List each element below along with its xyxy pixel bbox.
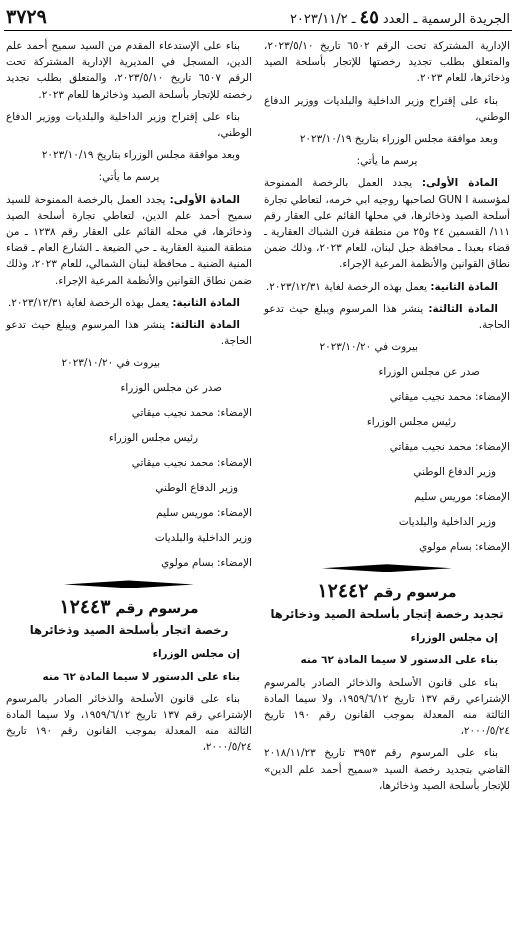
- signature-3: الإمضاء: موريس سليم: [156, 507, 252, 520]
- signature-1: الإمضاء: محمد نجيب ميقاتي: [131, 407, 252, 420]
- signature-3: الإمضاء: موريس سليم: [414, 491, 510, 504]
- issued-by: صدر عن مجلس الوزراء: [378, 366, 480, 379]
- interior-minister-title: وزير الداخلية والبلديات: [154, 532, 252, 545]
- preamble-approval: وبعد موافقة مجلس الوزراء بتاريخ ٢٠٢٣/١٠/١٩: [41, 149, 240, 162]
- signature-1: الإمضاء: محمد نجيب ميقاتي: [389, 391, 510, 404]
- section-divider: [6, 580, 252, 588]
- place-date: بيروت في ٢٠٢٣/١٠/٢٠: [319, 341, 418, 354]
- signature-4: الإمضاء: بسام مولوي: [161, 557, 252, 570]
- gazette-title: [290, 8, 510, 30]
- decree-label: مرسوم رقم: [115, 601, 199, 618]
- constitution-line: بناء على الدستور لا سيما المادة ٦٢ منه: [42, 670, 240, 683]
- pm-title: رئيس مجلس الوزراء: [108, 432, 198, 445]
- decree-number: ١٢٤٤٣: [59, 596, 111, 619]
- preamble-proposal: بناء على إقتراح وزير الداخلية والبلديات ووزير الدفاع الوطني،: [6, 110, 252, 140]
- issue-date: ـ ٢٠٢٣/١١/٢: [289, 12, 356, 27]
- article-3: [6, 317, 252, 349]
- article-2-label: المادة الثانية:: [172, 296, 240, 309]
- signature-4: الإمضاء: بسام مولوي: [419, 541, 510, 554]
- preamble-approval: وبعد موافقة مجلس الوزراء بتاريخ ٢٠٢٣/١٠/١٩: [299, 133, 498, 146]
- article-3-label: المادة الثالثة:: [428, 302, 498, 315]
- page-header: [4, 6, 512, 30]
- article-1: [264, 175, 510, 272]
- pm-title: رئيس مجلس الوزراء: [366, 416, 456, 429]
- preamble-request: بناء على الإستدعاء المقدم من السيد سميح أحمد علم الدين، المسجل في المديرية الإدارية المشتركة تحت الرقم ٦٥٠٧ تاريخ ٢٠٢٣/٥/١٠، والمتعلق بطلب تجديد رخصته للإتجار بأسلحة الصيد وذخائرها للعام ٢٠٢٣.: [6, 40, 252, 101]
- article-2-label: المادة الثانية:: [430, 280, 498, 293]
- article-2-text: يعمل بهذه الرخصة لغاية ٢٠٢٣/١٢/٣١.: [7, 296, 173, 309]
- header-rule: [4, 30, 512, 31]
- decree-title: [6, 596, 252, 620]
- article-3: [264, 301, 510, 333]
- decree-label: مرسوم رقم: [373, 585, 457, 602]
- article-3-text: ينشر هذا المرسوم ويبلغ حيث تدعو الحاجة.: [6, 319, 252, 348]
- preamble-request: الإدارية المشتركة تحت الرقم ٦٥٠٢ تاريخ ٢٠٢٣/٥/١٠، والمتعلق بطلب تجديد رخصتها للإتجار بأسلحة الصيد وذخائرها، للعام ٢٠٢٣.: [264, 40, 510, 85]
- preamble-proposal: بناء على إقتراح وزير الداخلية والبلديات ووزير الدفاع الوطني،: [264, 94, 510, 123]
- decree-subtitle: رخصة اتجار بأسلحة الصيد وذخائرها: [29, 623, 229, 638]
- article-1-label: المادة الأولى:: [169, 193, 240, 206]
- page-number: ٣٧٢٩: [6, 6, 47, 28]
- article-1-text: يجدد العمل بالرخصة الممنوحة للسيد سميح أحمد علم الدين، لتعاطي تجارة أسلحة الصيد وذخائرها، في محله القائم على العقار رقم ١٢٣٨ ـ من منطقة المنية العقارية ـ حي الضيعة ـ الشارع العام ـ قضاء المنية الضنية ـ محافظة لبنان الشمالي، للعام ٢٠٢٣، وذلك ضمن نطاق القوانين والأنظمة المرعية الإجراء.: [6, 193, 252, 287]
- right-column: [264, 38, 510, 800]
- section-divider: [264, 564, 510, 572]
- article-3-text: ينشر هذا المرسوم ويبلغ حيث تدعو الحاجة.: [264, 302, 510, 332]
- defense-minister-title: وزير الدفاع الوطني: [413, 466, 496, 479]
- decree-title: [264, 580, 510, 604]
- article-2: [6, 295, 252, 311]
- decree-line: يرسم ما يأتي:: [98, 171, 160, 184]
- council-line: إن مجلس الوزراء: [152, 648, 240, 661]
- issue-number: ٤٥: [359, 7, 379, 28]
- law-reference: بناء على قانون الأسلحة والذخائر الصادر بالمرسوم الإشتراعي رقم ١٣٧ تاريخ ١٩٥٩/٦/١٢، ولا سيما المادة الثالثة منه المعدلة بموجب القانون رقم ١٩٠ تاريخ ٢٠٠٠/٥/٢٤،: [6, 692, 252, 754]
- place-date: بيروت في ٢٠٢٣/١٠/٢٠: [61, 357, 160, 370]
- article-1-text: يجدد العمل بالرخصة الممنوحة لمؤسسة GUN I لصاحبها روجيه ابي خرمه، لتعاطي تجارة أسلحة الصيد وذخائرها، في محلها القائم على العقار رقم ١١١/ القسمين ٢٤ و٢٥ من منطقة فرن الشباك العقارية ـ قضاء بعبدا ـ محافظة جبل لبنان، للعام ٢٠٢٣، وذلك ضمن نطاق القوانين والأنظمة المرعية الإجراء.: [264, 177, 510, 271]
- issued-by: صدر عن مجلس الوزراء: [120, 382, 222, 395]
- decree-reference: بناء على المرسوم رقم ٣٩٥٣ تاريخ ٢٠١٨/١١/٢٣ القاضي بتجديد رخصة السيد «سميح أحمد علم الدين» للإتجار بأسلحة الصيد وذخائرها،: [264, 747, 510, 792]
- signature-2: الإمضاء: محمد نجيب ميقاتي: [389, 441, 510, 454]
- council-line: إن مجلس الوزراء: [410, 632, 498, 645]
- law-reference: بناء على قانون الأسلحة والذخائر الصادر بالمرسوم الإشتراعي رقم ١٣٧ تاريخ ١٩٥٩/٦/١٢، ولا سيما المادة الثالثة منه المعدلة بموجب القانون رقم ١٩٠ تاريخ ٢٠٠٠/٥/٢٤،: [264, 676, 510, 738]
- article-1-label: المادة الأولى:: [421, 177, 498, 190]
- interior-minister-title: وزير الداخلية والبلديات: [398, 516, 496, 529]
- article-2-text: يعمل بهذه الرخصة لغاية ٢٠٢٣/١٢/٣١.: [265, 280, 431, 293]
- decree-line: يرسم ما يأتي:: [356, 155, 418, 168]
- constitution-line: بناء على الدستور لا سيما المادة ٦٢ منه: [300, 654, 498, 667]
- decree-number: ١٢٤٤٢: [317, 580, 369, 603]
- article-1: [6, 192, 252, 289]
- article-2: [264, 279, 510, 295]
- decree-subtitle: تجديد رخصة إتجار بأسلحة الصيد وذخائرها: [270, 607, 504, 622]
- defense-minister-title: وزير الدفاع الوطني: [155, 482, 238, 495]
- article-3-label: المادة الثالثة:: [170, 319, 240, 332]
- gazette-name: الجريدة الرسمية ـ العدد: [382, 12, 510, 27]
- signature-2: الإمضاء: محمد نجيب ميقاتي: [131, 457, 252, 470]
- left-column: [6, 38, 252, 762]
